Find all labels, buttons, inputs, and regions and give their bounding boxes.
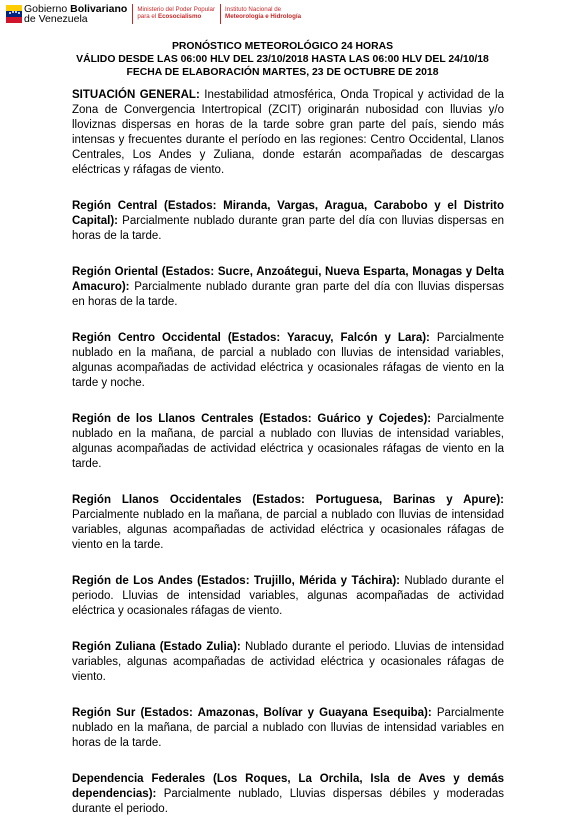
region-llanos-centrales-paragraph bbox=[72, 412, 504, 472]
paragraph-text: Nublado durante el periodo. Lluvias de intensidad variables, algunas acompañadas de actividad eléctrica y ocasionales ráfagas de viento. bbox=[72, 575, 504, 617]
region-oriental-paragraph bbox=[72, 265, 504, 310]
ministry-line2-prefix: para el bbox=[137, 13, 158, 20]
general-situation-paragraph bbox=[72, 88, 504, 178]
paragraph-text: Parcialmente nublado, Lluvias dispersas débiles y moderadas durante el periodo. bbox=[72, 788, 504, 815]
paragraph-text: Parcialmente nublado en la mañana, de parcial a nublado con lluvias de intensidad variables, algunas acompañadas de actividad eléctrica y ocasionales ráfagas de viento en la tarde. bbox=[72, 413, 505, 470]
forecast-title-block bbox=[0, 40, 565, 79]
institute-name bbox=[225, 7, 301, 20]
forecast-title: PRONÓSTICO METEOROLÓGICO 24 HORAS bbox=[171, 41, 394, 52]
flag-star bbox=[15, 11, 17, 13]
paragraph-heading: Región Oriental (Estados: Sucre, Anzoátegui, Nueva Esparta, Monagas y Delta Amacuro): bbox=[72, 266, 504, 293]
region-los-andes-paragraph bbox=[72, 574, 504, 619]
paragraph-heading: Región Central (Estados: Miranda, Vargas, Aragua, Carabobo y el Distrito Capital): bbox=[72, 200, 504, 227]
paragraph-text: Nublado durante el periodo. Lluvias de intensidad variables, algunas acompañadas de actividad eléctrica y ocasionales ráfagas de viento. bbox=[72, 641, 504, 683]
paragraph-heading: Región de los Llanos Centrales (Estados: Guárico y Cojedes): bbox=[72, 413, 432, 425]
forecast-body bbox=[72, 88, 504, 838]
paragraph-text: Parcialmente nublado en la mañana, de parcial a nublado con lluvias de intensidad variables, algunas acompañadas de actividad eléctrica y ocasionales ráfagas de viento en la tarde y noche. bbox=[72, 332, 505, 389]
paragraph-text: Parcialmente nublado durante gran parte del día con lluvias dispersas en horas de la tarde. bbox=[72, 281, 504, 308]
flag-star bbox=[9, 12, 11, 14]
paragraph-heading: SITUACIÓN GENERAL: bbox=[72, 89, 200, 101]
paragraph-heading: Dependencia Federales (Los Roques, La Orchila, Isla de Aves y demás dependencias): bbox=[72, 773, 504, 800]
region-central-paragraph bbox=[72, 199, 504, 244]
ministry-line2-bold: Ecosocialismo bbox=[157, 13, 202, 20]
paragraph-text: Parcialmente nublado en la mañana, de parcial a nublado con lluvias de intensidad variables, algunas acompañadas de actividad eléctrica y ocasionales ráfagas de viento en la tarde. bbox=[72, 509, 504, 551]
institute-line2: Meteorología e Hidrología bbox=[225, 13, 302, 20]
paragraph-heading: Región Sur (Estados: Amazonas, Bolívar y Guayana Esequiba): bbox=[72, 707, 432, 719]
gov-line2: de Venezuela bbox=[24, 13, 88, 25]
flag-star bbox=[18, 12, 20, 14]
region-centro-occidental-paragraph bbox=[72, 331, 504, 391]
header-divider bbox=[220, 4, 221, 24]
paragraph-text: Parcialmente nublado durante gran parte del día con lluvias dispersas en horas de la tarde. bbox=[72, 215, 504, 242]
region-zuliana-paragraph bbox=[72, 640, 504, 685]
flag-band-red bbox=[6, 17, 22, 23]
venezuela-flag-icon bbox=[6, 5, 22, 23]
paragraph-heading: Región Zuliana (Estado Zulia): bbox=[72, 641, 241, 653]
document-header bbox=[6, 2, 301, 26]
region-sur-paragraph bbox=[72, 706, 504, 751]
forecast-validity: VÁLIDO DESDE LAS 06:00 HLV DEL 23/10/2018 HASTA LAS 06:00 HLV DEL 24/10/18 bbox=[76, 54, 489, 65]
flag-star bbox=[12, 11, 14, 13]
institute-line1: Instituto Nacional de bbox=[225, 6, 282, 14]
ministry-line1: Ministerio del Poder Popular bbox=[137, 6, 216, 14]
gov-line1-prefix: Gobierno bbox=[24, 3, 71, 15]
paragraph-text: Parcialmente nublado en la mañana, de parcial a nublado con lluvias de intensidad variables en horas de la tarde. bbox=[72, 707, 504, 749]
ministry-name bbox=[137, 7, 215, 20]
header-divider bbox=[132, 4, 133, 24]
government-name bbox=[24, 4, 127, 24]
dependencias-federales-paragraph bbox=[72, 772, 504, 817]
paragraph-text: Inestabilidad atmosférica, Onda Tropical y actividad de la Zona de Convergencia Intertropical (ZCIT) originarán nubosidad con lluvias y/o lloviznas dispersas en horas de la tarde sobre gran parte del país, siendo más intensas y frecuentes durante el período en las regiones: Centro Occidental, Llanos Centrales, Los Andes y Zuliana, donde estarán acompañadas de descargas eléctricas y ráfagas de viento. bbox=[72, 89, 504, 176]
paragraph-heading: Región Centro Occidental (Estados: Yaracuy, Falcón y Lara): bbox=[72, 332, 430, 344]
forecast-date: FECHA DE ELABORACIÓN MARTES, 23 DE OCTUBRE DE 2018 bbox=[126, 67, 439, 78]
paragraph-heading: Región Llanos Occidentales (Estados: Portuguesa, Barinas y Apure): bbox=[72, 494, 504, 506]
region-llanos-occidentales-paragraph bbox=[72, 493, 504, 553]
paragraph-heading: Región de Los Andes (Estados: Trujillo, Mérida y Táchira): bbox=[72, 575, 401, 587]
gov-line1-bold: Bolivariano bbox=[70, 3, 128, 15]
